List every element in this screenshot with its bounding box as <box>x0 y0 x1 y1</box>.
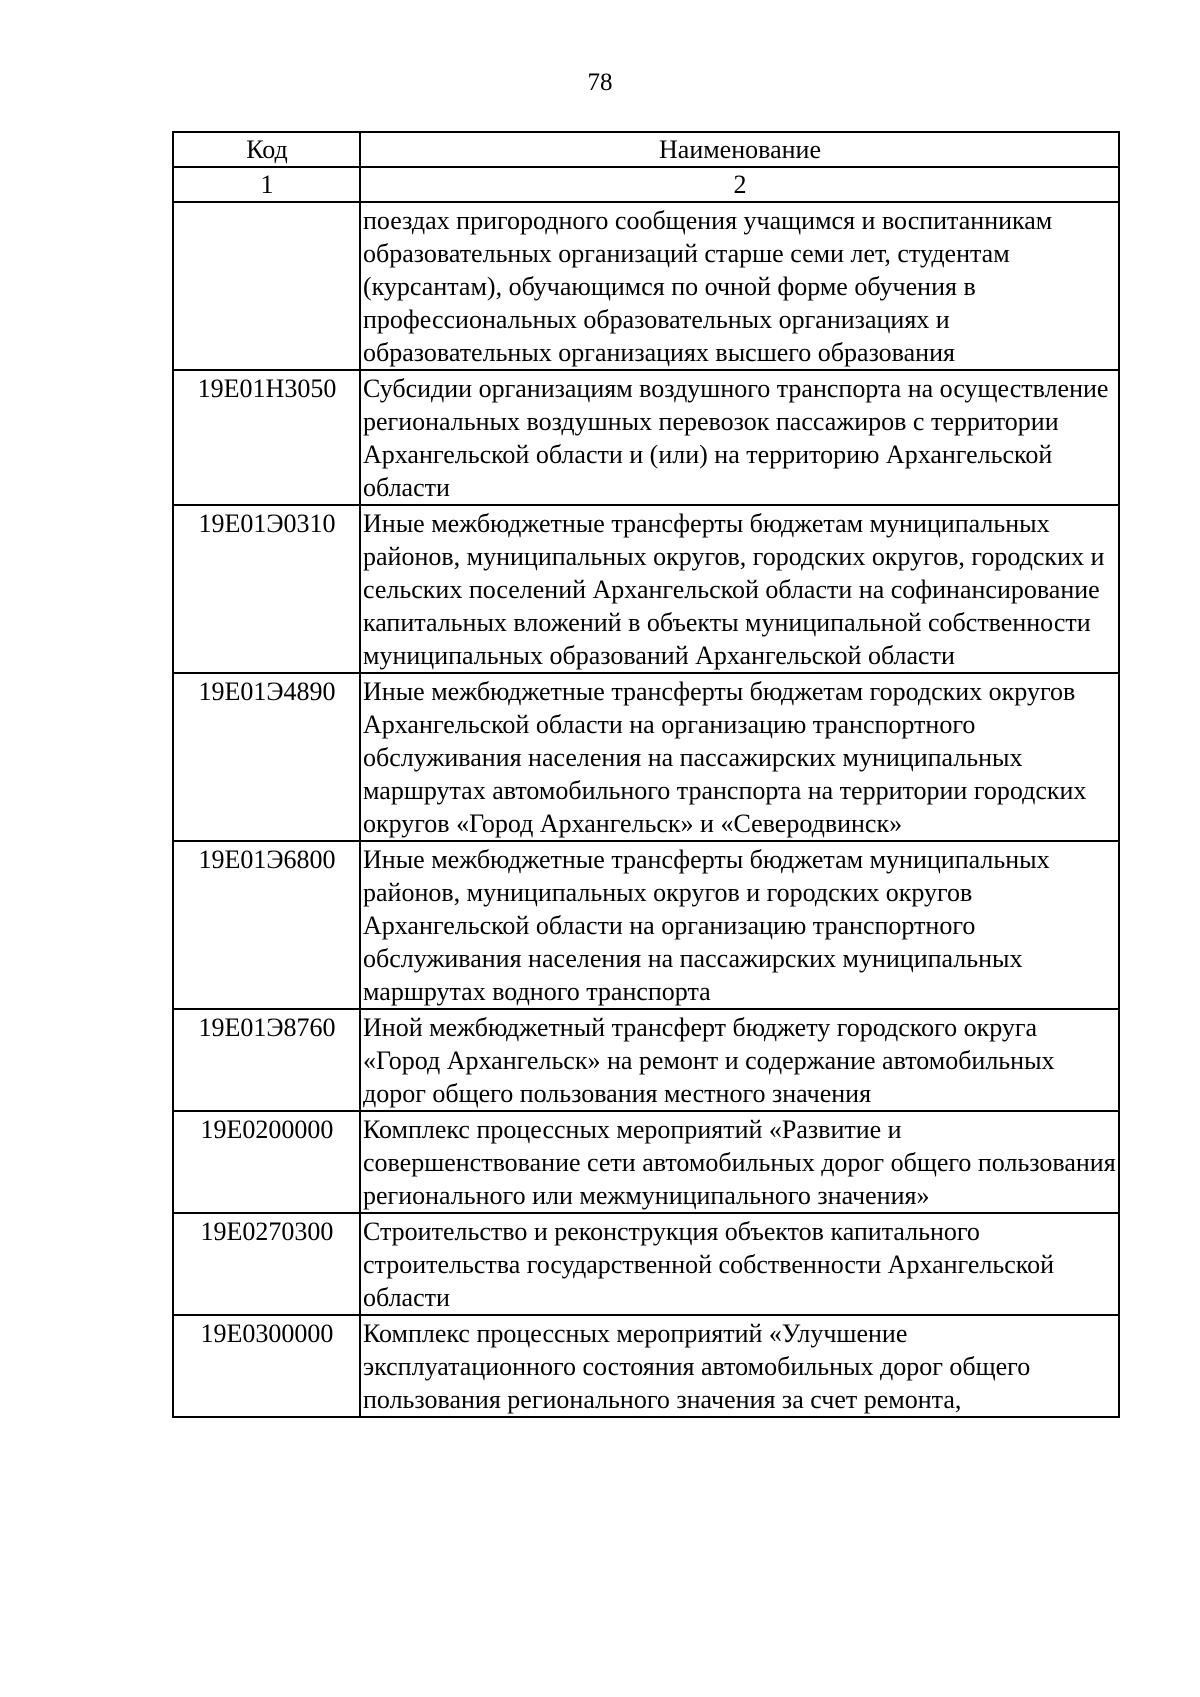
row-code: 19Е0300000 <box>173 1315 360 1417</box>
row-code <box>173 202 360 370</box>
table-row <box>173 1213 1119 1315</box>
table-row <box>173 673 1119 841</box>
row-name: Иные межбюджетные трансферты бюджетам городских округов Архангельской области на организацию транспортного обслуживания населения на пассажирских муниципальных маршрутах автомобильного транспорта на территории городских округов «Город Архангельск» и «Северодвинск» <box>360 673 1119 841</box>
row-name: Иные межбюджетные трансферты бюджетам муниципальных районов, муниципальных округов, городских округов, городских и сельских поселений Архангельской области на софинансирование капитальных вложений в объекты муниципальной собственности муниципальных образований Архангельской области <box>360 505 1119 673</box>
row-code: 19Е01Э4890 <box>173 673 360 841</box>
header-code: Код <box>173 132 360 167</box>
row-name: Строительство и реконструкция объектов капитального строительства государственной собственности Архангельской области <box>360 1213 1119 1315</box>
row-code: 19Е01Н3050 <box>173 370 360 505</box>
row-code: 19Е0270300 <box>173 1213 360 1315</box>
header-name: Наименование <box>360 132 1119 167</box>
column-number-code: 1 <box>173 167 360 202</box>
table-row <box>173 1009 1119 1111</box>
budget-code-table <box>172 131 1120 1418</box>
row-name: Иной межбюджетный трансферт бюджету городского округа «Город Архангельск» на ремонт и содержание автомобильных дорог общего пользования местного значения <box>360 1009 1119 1111</box>
row-code: 19Е01Э0310 <box>173 505 360 673</box>
table-header-row <box>173 132 1119 167</box>
row-name: Иные межбюджетные трансферты бюджетам муниципальных районов, муниципальных округов и городских округов Архангельской области на организацию транспортного обслуживания населения на пассажирских муниципальных маршрутах водного транспорта <box>360 841 1119 1009</box>
table-row <box>173 505 1119 673</box>
table-column-number-row <box>173 167 1119 202</box>
table-row <box>173 1315 1119 1417</box>
row-name: Субсидии организациям воздушного транспорта на осуществление региональных воздушных перевозок пассажиров с территории Архангельской области и (или) на территорию Архангельской области <box>360 370 1119 505</box>
table-row <box>173 370 1119 505</box>
row-name: Комплекс процессных мероприятий «Развитие и совершенствование сети автомобильных дорог общего пользования регионального или межмуниципального значения» <box>360 1111 1119 1213</box>
row-name: поездах пригородного сообщения учащимся и воспитанникам образовательных организаций старше семи лет, студентам (курсантам), обучающимся по очной форме обучения в профессиональных образовательных организациях и образовательных организациях высшего образования <box>360 202 1119 370</box>
table-row <box>173 202 1119 370</box>
page-number: 78 <box>587 69 613 96</box>
row-code: 19Е01Э6800 <box>173 841 360 1009</box>
table-row <box>173 841 1119 1009</box>
table-row <box>173 1111 1119 1213</box>
column-number-name: 2 <box>360 167 1119 202</box>
row-code: 19Е0200000 <box>173 1111 360 1213</box>
row-name: Комплекс процессных мероприятий «Улучшение эксплуатационного состояния автомобильных дорог общего пользования регионального значения за счет ремонта, <box>360 1315 1119 1417</box>
row-code: 19Е01Э8760 <box>173 1009 360 1111</box>
